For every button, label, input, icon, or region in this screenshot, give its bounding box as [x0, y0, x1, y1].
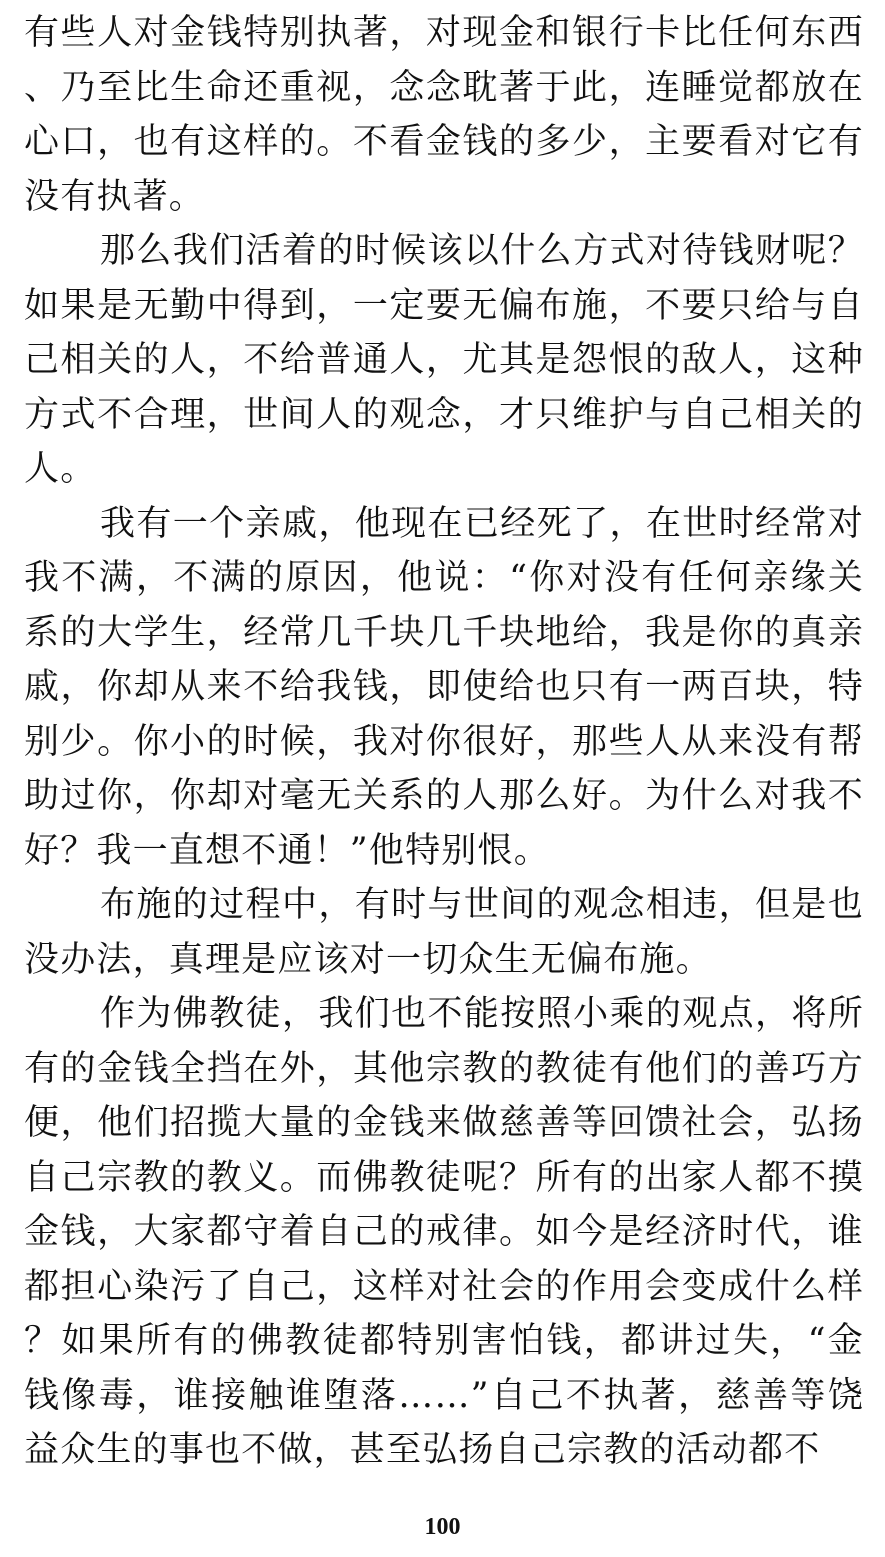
paragraph-4: 布施的过程中，有时与世间的观念相违，但是也没办法，真理是应该对一切众生无偏布施。 — [24, 885, 864, 980]
paragraph-5: 作为佛教徒，我们也不能按照小乘的观点，将所有的金钱全挡在外，其他宗教的教徒有他们的善巧方便，他们招揽大量的金钱来做慈善等回馈社会，弘扬自己宗教的教义。而佛教徒呢？所有的出家人都不摸金钱，大家都守着自己的戒律。如今是经济时代，谁都担心染污了自己，这样对社会的作用会变成什么样？如果所有的佛教徒都特别害怕钱，都讲过失，“金钱像毒，谁接触谁堕落……”自己不执著，慈善等饶益众生的事也不做，甚至弘扬自己宗教的活动都不 — [24, 994, 864, 1470]
paragraph-1: 有些人对金钱特别执著，对现金和银行卡比任何东西、乃至比生命还重视，念念耽著于此，连睡觉都放在心口，也有这样的。不看金钱的多少，主要看对它有没有执著。 — [24, 13, 864, 217]
paragraph-3: 我有一个亲戚，他现在已经死了，在世时经常对我不满，不满的原因，他说：“你对没有任何亲缘关系的大学生，经常几千块几千块地给，我是你的真亲戚，你却从来不给我钱，即使给也只有一两百块，特别少。你小的时候，我对你很好，那些人从来没有帮助过你，你却对毫无关系的人那么好。为什么对我不好？我一直想不通！”他特别恨。 — [24, 503, 864, 871]
paragraph-2: 那么我们活着的时候该以什么方式对待钱财呢？如果是无勤中得到，一定要无偏布施，不要只给与自己相关的人，不给普通人，尤其是怨恨的敌人，这种方式不合理，世间人的观念，才只维护与自己相关的人。 — [24, 231, 864, 489]
body-text — [24, 6, 864, 1478]
page-number: 100 — [424, 1514, 461, 1540]
